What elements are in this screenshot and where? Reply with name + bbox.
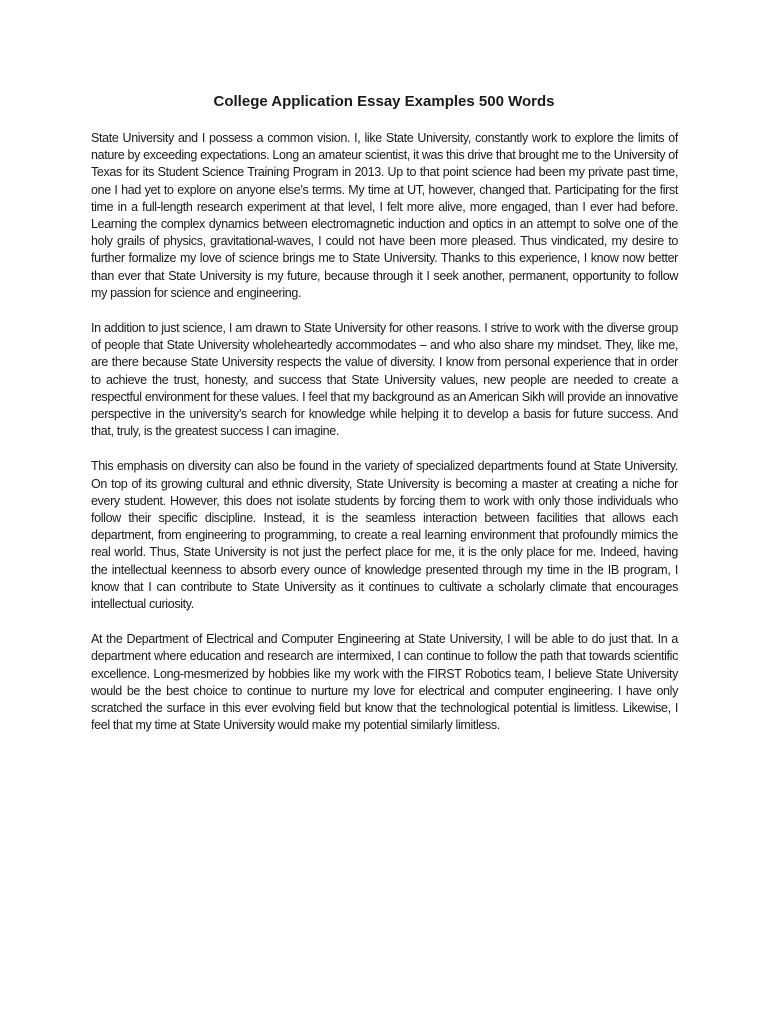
page-title: College Application Essay Examples 500 Words: [213, 93, 555, 110]
essay-paragraph-3: This emphasis on diversity can also be found in the variety of specialized departments found at State University. On top of its growing cultural and ethnic diversity, State University is becoming a master at creating a niche for every student. However, this does not isolate students by forcing them to work with only those individuals who follow their specific discipline. Instead, it is the seamless interaction between facilities that allows each department, from engineering to programming, to create a real learning environment that profoundly mimics the real world. Thus, State University is not just the perfect place for me, it is the only place for me. Indeed, having the intellectual keenness to absorb every ounce of knowledge presented through my time in the IB program, I know that I can contribute to State University as it continues to cultivate a scholarly climate that encourages intellectual curiosity.: [91, 459, 678, 612]
essay-paragraph-2: In addition to just science, I am drawn to State University for other reasons. I strive to work with the diverse group of people that State University wholeheartedly accommodates – and who also share my mindset. They, like me, are there because State University respects the value of diversity. I know from personal experience that in order to achieve the trust, honesty, and success that State University values, new people are needed to create a respectful environment for these values. I feel that my background as an American Sikh will provide an innovative perspective in the university’s search for knowledge while helping it to develop a basis for future success. And that, truly, is the greatest success I can imagine.: [91, 321, 678, 439]
essay-body: [91, 130, 678, 753]
essay-paragraph-4: At the Department of Electrical and Computer Engineering at State University, I will be able to do just that. In a department where education and research are intermixed, I can continue to follow the path that towards scientific excellence. Long-mesmerized by hobbies like my work with the FIRST Robotics team, I believe State University would be the best choice to continue to nurture my love for electrical and computer engineering. I have only scratched the surface in this ever evolving field but know that the technological potential is limitless. Likewise, I feel that my time at State University would make my potential similarly limitless.: [91, 632, 678, 733]
essay-paragraph-1: State University and I possess a common vision. I, like State University, constantly work to explore the limits of nature by exceeding expectations. Long an amateur scientist, it was this drive that brought me to the University of Texas for its Student Science Training Program in 2013. Up to that point science had been my private past time, one I had yet to explore on anyone else’s terms. My time at UT, however, changed that. Participating for the first time in a full-length research experiment at that level, I felt more alive, more engaged, than I ever had before. Learning the complex dynamics between electromagnetic induction and optics in an attempt to solve one of the holy grails of physics, gravitational-waves, I could not have been more pleased. Thus vindicated, my desire to further formalize my love of science brings me to State University. Thanks to this experience, I know now better than ever that State University is my future, because through it I seek another, permanent, opportunity to follow my passion for science and engineering.: [91, 131, 678, 300]
